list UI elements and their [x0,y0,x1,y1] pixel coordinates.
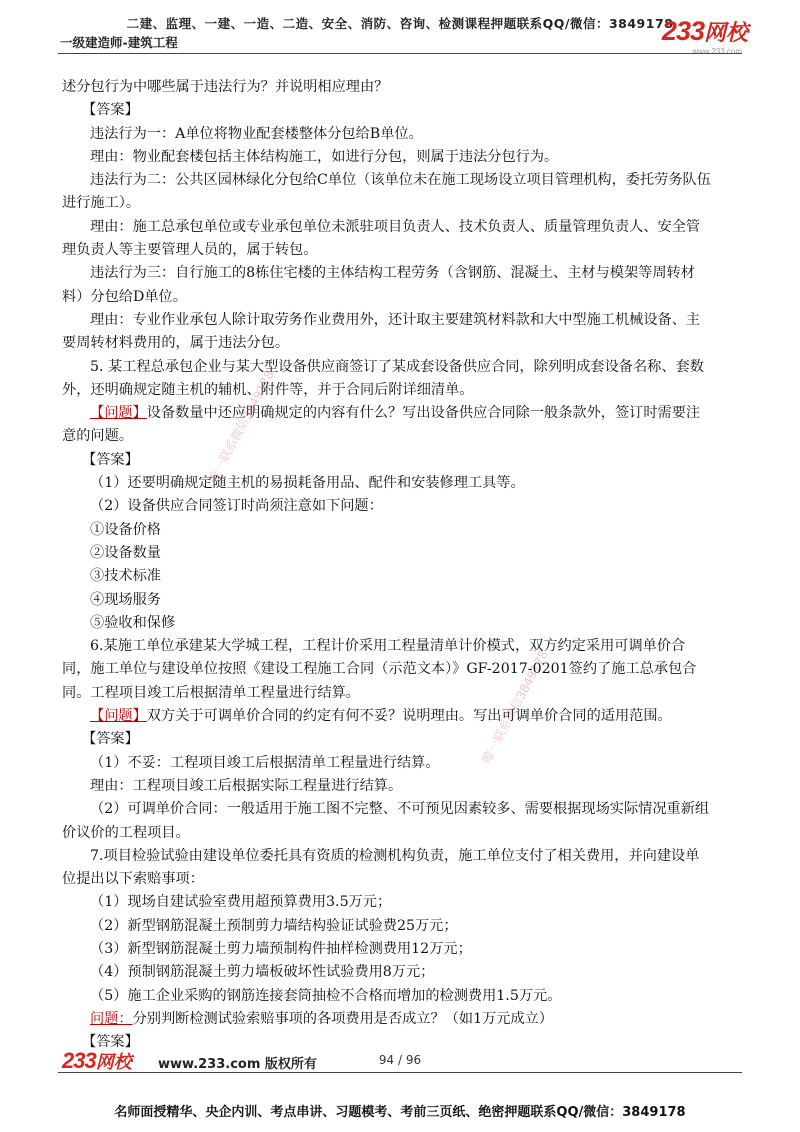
text-line [62,845,738,868]
brand-logo [662,16,748,47]
text-line [62,146,738,169]
text-line [62,798,738,821]
text-segment: 双方关于可调单价合同的约定有何不妥？说明理由。写出可调单价合同的适用范围。 [146,708,672,725]
text-segment: （4）预制钢筋混凝土剪力墙板破坏性试验费用8万元； [90,964,435,981]
text-segment: 理由：物业配套楼包括主体结构施工，如进行分包，则属于违法分包行为。 [90,148,559,165]
text-line [62,76,738,99]
text-segment: 设备数量中还应明确规定的内容有什么？写出设备供应合同除一般条款外，签订时需要注 [146,405,701,422]
text-line [62,985,738,1008]
text-segment: （3）新型钢筋混凝土剪力墙预制构件抽样检测费用12万元； [90,940,472,957]
text-line [62,169,738,192]
text-segment: （1）现场自建试验室费用超预算费用3.5万元； [90,894,392,911]
text-line [62,216,738,239]
text-segment: 要周转材料费用的，属于违法分包。 [62,335,290,352]
text-line [62,1031,738,1054]
text-line [62,472,738,495]
text-line [62,356,738,379]
text-line [62,309,738,332]
text-line [62,822,738,845]
text-line [62,938,738,961]
text-line [62,1008,738,1031]
text-segment: 理由：工程项目竣工后根据实际工程量进行结算。 [90,777,403,794]
text-line [62,402,738,425]
logo-text: 网校 [703,20,748,45]
text-line [62,635,738,658]
text-segment: 分别判断检测试验索赔事项的各项费用是否成立？（如1万元成立） [132,1010,554,1027]
text-line [62,379,738,402]
text-segment: 违法行为一：A单位将物业配套楼整体分包给B单位。 [90,125,423,142]
question-label: 【问题】 [90,708,147,725]
text-segment: 理由：专业作业承包人除计取劳务作业费用外，还计取主要建筑材料款和大中型施工机械设备、主 [90,311,701,328]
text-line [62,565,738,588]
text-segment: 进行施工）。 [62,195,141,212]
text-segment: 【答案】 [82,731,139,748]
text-line [62,915,738,938]
text-segment: ⑤验收和保修 [90,614,176,631]
text-segment: （2）可调单价合同：一般适用于施工图不完整、不可预见因素较多、需要根据现场实际情况重新组 [90,801,710,818]
text-segment: ①设备价格 [90,521,161,538]
text-line [62,262,738,285]
text-line [62,123,738,146]
text-line [62,495,738,518]
document-body [62,76,738,1054]
text-segment: 外，还明确规定随主机的辅机、附件等，并于合同后附详细清单。 [62,381,474,398]
text-line [62,332,738,355]
header-contact-line: 二建、监理、一建、一造、二造、安全、消防、咨询、检测课程押题联系QQ/微信：3849178 [126,16,674,31]
text-segment: 理由：施工总承包单位或专业承包单位未派驻项目负责人、技术负责人、质量管理负责人、安全管 [90,218,701,235]
text-segment: 意的问题。 [62,428,133,445]
text-segment: （1）还要明确规定随主机的易损耗备用品、配件和安装修理工具等。 [90,475,525,492]
footer-divider [58,1072,742,1073]
text-line [62,449,738,472]
text-line [62,705,738,728]
text-line [62,728,738,751]
text-segment: 【答案】 [82,1034,139,1051]
header-divider [58,53,742,54]
text-line [62,99,738,122]
footer-logo-text: 网校 [95,1052,132,1072]
text-line [62,868,738,891]
text-segment: 【答案】 [82,102,139,119]
logo-number: 233 [661,16,704,46]
text-line [62,589,738,612]
footer-copyright: www.233.com 版权所有 [158,1057,317,1072]
text-line [62,682,738,705]
text-line [62,286,738,309]
logo-url: www.233.com [692,47,742,56]
text-line [62,192,738,215]
text-segment: 6.某施工单位承建某大学城工程，工程计价采用工程量清单计价模式，双方约定采用可调单价合 [90,638,686,655]
text-line [62,891,738,914]
text-segment: 违法行为三：自行施工的8栋住宅楼的主体结构工程劳务（含钢筋、混凝土、主材与模架等周转材 [90,265,695,282]
text-line [62,542,738,565]
question-label: 问题： [90,1010,133,1027]
watermark: 唯一联系微信3849178 [205,368,277,486]
text-segment: 位提出以下索赔事项： [62,871,204,888]
text-line [62,239,738,262]
text-line [62,775,738,798]
footer-contact-line: 名师面授精华、央企内训、考点串讲、习题模考、考前三页纸、绝密押题联系QQ/微信：3849178 [114,1105,686,1120]
text-segment: 料）分包给D单位。 [62,288,187,305]
footer-logo-number: 233 [62,1048,96,1073]
text-segment: 违法行为二：公共区园林绿化分包给C单位（该单位未在施工现场设立项目管理机构，委托劳务队伍 [90,172,711,189]
text-line [62,658,738,681]
text-segment: （1）不妥：工程项目竣工后根据清单工程量进行结算。 [90,754,440,771]
text-line [62,519,738,542]
text-segment: ③技术标准 [90,568,161,585]
text-segment: （5）施工企业采购的钢筋连接套筒抽检不合格而增加的检测费用1.5万元。 [90,987,562,1004]
text-segment: 7.项目检验试验由建设单位委托具有资质的检测机构负责，施工单位支付了相关费用，并向建设单 [90,847,700,864]
text-segment: 同。工程项目竣工后根据清单工程量进行结算。 [62,684,360,701]
text-segment: （2）新型钢筋混凝土预制剪力墙结构验证试验费25万元； [90,917,458,934]
text-segment: 【答案】 [82,451,139,468]
question-label: 【问题】 [90,405,147,422]
text-line [62,612,738,635]
text-segment: ④现场服务 [90,591,161,608]
text-line [62,752,738,775]
text-line [62,961,738,984]
header-subject: 一级建造师-建筑工程 [60,35,178,50]
text-segment: 理负责人等主要管理人员的，属于转包。 [62,242,318,259]
text-segment: 价议价的工程项目。 [62,824,190,841]
text-segment: ②设备数量 [90,544,161,561]
text-segment: 述分包行为中哪些属于违法行为？并说明相应理由？ [62,79,389,95]
text-segment: （2）设备供应合同签订时尚须注意如下问题： [90,498,383,515]
text-segment: 5. 某工程总承包企业与某大型设备供应商签订了某成套设备供应合同，除列明成套设备名称、套数 [90,358,704,375]
text-segment: 同，施工单位与建设单位按照《建设工程施工合同（示范文本）》GF-2017-0201签约了施工总承包合 [62,661,697,678]
page-number: 94 / 96 [378,1053,422,1067]
watermark: 唯一联系微信3849178 [479,648,551,766]
text-line [62,425,738,448]
